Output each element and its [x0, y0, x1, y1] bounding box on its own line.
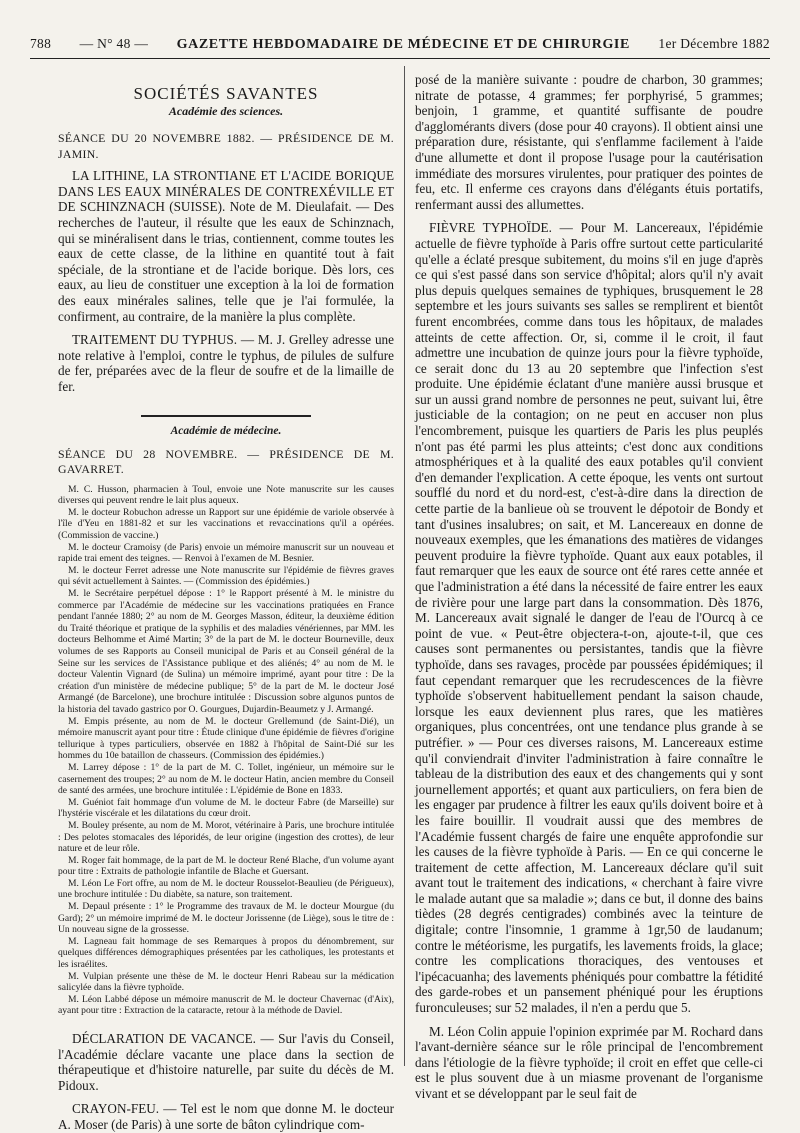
section-rule — [141, 415, 311, 417]
paragraph-crayon-feu: CRAYON-FEU. — Tel est le nom que donne M. le docteur A. Moser (de Paris) à une sorte de bâton cylindrique com- — [58, 1101, 394, 1132]
paragraph-leon-colin: M. Léon Colin appuie l'opinion exprimée par M. Rochard dans l'avant-dernière séance sur le rôle principal de l'encombrement dans l'étiologie de la fièvre typhoïde; il croit en effet que celle-ci est le plus souvent due à un miasme provenant de l'organisme vivant et se développant par le seul fait de — [415, 1023, 763, 1101]
list-item: M. le docteur Ferret adresse une Note manuscrite sur l'épidémie de fièvres graves qui sévit actuellement à Saintes. — (Commission des épidémies.) — [58, 564, 394, 588]
section-subtitle: Académie des sciences. — [168, 104, 284, 118]
right-column — [415, 72, 763, 1101]
list-item: M. Guéniot fait hommage d'un volume de M. le docteur Fabre (de Marseille) sur l'hystérie viscérale et les dilatations du cœur droit. — [58, 796, 394, 820]
seance-heading-sciences: SÉANCE DU 20 NOVEMBRE 1882. — PRÉSIDENCE DE M. JAMIN. — [58, 131, 394, 161]
list-item: M. Roger fait hommage, de la part de M. le docteur René Blache, d'un volume ayant pour titre : Extraits de pathologie infantile de Blache et Guersant. — [58, 854, 394, 878]
correspondence-list — [58, 484, 394, 1017]
list-item: M. Larrey dépose : 1° de la part de M. C. Tollet, ingénieur, un mémoire sur le casernement des troupes; 2° au nom de M. le docteur Hatin, ancien membre du Conseil de santé des armées, une brochure intitulée : L'épidémie de Bone en 1833. — [58, 761, 394, 797]
header-rule — [30, 58, 770, 59]
paragraph-fievre-typhoide: FIÈVRE TYPHOÏDE. — Pour M. Lancereaux, l'épidémie actuelle de fièvre typhoïde à Paris offre surtout cette particularité qu'elle a éclaté presque subitement, du moins s'il en juge d'après ce qui s'est passé dans son service d'hôpital; alors qu'il n'y avait plus depuis quelques semaines de typhiques, brusquement le 28 septembre et les jours suivants ses salles se remplirent et bientôt furent encombrées, comme dans tous les hôpitaux, de malades atteints de cette affection. Or, si, comme il le croit, il faut admettre une incubation de quinze jours pour la fièvre typhoïde, ce serait donc du 13 au 20 septembre que l'infection s'est produite. Une épidémie éclatant d'une manière aussi brusque et sur un aussi grand nombre de personnes ne peut, suivant lui, être justiciable de la contagion; on ne peut en accuser non plus l'encombrement, puisque les quartiers de Paris les plus peuplés n'ont pas été parmi les plus atteints; c'est donc aux conditions atmosphériques et à la qualité des eaux potables qu'il convient d'en demander l'explication. A cette époque, les vents ont surtout soufflé du nord et du nord-est, c'est-à-dire dans la direction de cette partie de la banlieue où se trouvent le dépotoir de Bondy et tant d'usines insalubres; on sait, et M. Lancereaux en donne de nouveaux exemples, que les émanations des matières de vidanges peuvent produire la fièvre typhoïde. Quant aux eaux potables, il faut remarquer que les eaux de source ont été rares cette année et que l'administration a été dans la nécessité de faire entrer les eaux de rivière pour une large part dans la consommation. Dès 1876, M. Lancereaux avait signalé le danger de l'eau de l'Ourcq à ce point de vue. « Peut-être objectera-t-on, ajoute-t-il, que ces causes sont permanentes ou persistantes, tandis que la fièvre typhoïde, dans ses ravages, procède par poussées épidémiques; il faut cependant remarquer que les recrudescences de la fièvre typhoïde s'observent habituellement pendant la saison chaude, lorsque les eaux deviennent plus rares, que les matières organiques, plus concentrées, ont une tendance plus grande à se putréfier. » — Pour ces diverses raisons, M. Lancereaux estime qu'il conviendrait d'inviter l'administration à faire connaître le tableau de la distribution des eaux et des changements qui y sont journellement apportés; et quant aux particuliers, on fera bien de les engager par prudence à filtrer les eaux qu'ils doivent boire et à les faire bouillir. Il voudrait aussi que des membres de l'Académie fussent chargés de faire une enquête approfondie sur les causes de la fièvre typhoïde à Paris. — En ce qui concerne le traitement de cette affection, M. Lancereaux déclare qu'il suit avant tout le traitement des indications, « cherchant à faire vivre le malade autant que sa maladie »; dans ce but, il donne des bains tièdes (28 degrés centigrades) combinés avec la teinture de digitale; contre l'insomnie, 1 gramme à 1gr,50 de laudanum; contre le météorisme, les purgatifs, les lavements froids, la glace; contre les complications thoraciques, des ventouses et l'ipécacuanha; des lavements phéniqués pour combattre la fétidité des garde-robes et un pansement phéniqué pour les éruptions furonculeuses; sur 52 malades, il n'en a perdu que 5. — [415, 220, 763, 1016]
list-item: M. C. Husson, pharmacien à Toul, envoie une Note manuscrite sur les causes diverses qui peuvent rendre le lait plus aqueux. — [58, 483, 394, 507]
list-item: M. le Secrétaire perpétuel dépose : 1° le Rapport présenté à M. le ministre du commerce par l'Académie de médecine sur les vaccinations pratiquées en France pendant l'année 1880; 2° au nom de M. Georges Masson, éditeur, la deuxième édition du Traité théorique et pratique de la syphilis et des maladies vénériennes, par MM. les docteurs Belhomme et Aimé Martin; 3° de la part de M. le docteur Bourneville, deux volumes de ses Rapports au Conseil municipal de Paris et au Conseil général de la Seine sur les services de l'Assistance publique et des aliénés; 4° au nom de M. le docteur Valentin Vignard (de Sulina) un mémoire imprimé, ayant pour titre : De la création d'un ministère de médecine publique; 5° de la part de M. le docteur José Armangé (de Barcelone), une brochure intitulée : Discussion sobre algunos puntos de la historia del tavado gastrico por O. Gourgues, Dujardin-Beaumetz y J. Armangé. — [58, 588, 394, 715]
journal-title: GAZETTE HEBDOMADAIRE DE MÉDECINE ET DE CHIRURGIE — [176, 37, 630, 52]
list-item: M. le docteur Cramoisy (de Paris) envoie un mémoire manuscrit sur un nouveau et rapide trai ement des teignes. — Renvoi à l'examen de M. Besnier. — [58, 541, 394, 565]
left-column — [58, 72, 394, 1132]
list-item: M. Empis présente, au nom de M. le docteur Grellemund (de Saint-Dié), un mémoire manuscrit ayant pour titre : Étude clinique d'une épidémie de fièvres d'origine tellurique à types particuliers, observée en 1882 à l'hôpital de Saint-Dié sur les hommes du 10e bataillon de chasseurs. (Commission des épidémies.) — [58, 715, 394, 762]
list-item: M. Léon Le Fort offre, au nom de M. le docteur Rousselot-Beaulieu (de Périgueux), une brochure intitulée : Du diabète, sa nature, son traitement. — [58, 877, 394, 901]
list-item: M. Bouley présente, au nom de M. Morot, vétérinaire à Paris, une brochure intitulée : Des pelotes stomacales des léporidés, de leur origine (ingestion des crottes), de leur nature et de leur rôle. — [58, 819, 394, 855]
paragraph-typhus: TRAITEMENT DU TYPHUS. — M. J. Grelley adresse une note relative à l'emploi, contre le typhus, de pilules de sulfure de fer, préparées avec de la fleur de soufre et de la limaille de fer. — [58, 332, 394, 394]
academy-title: Académie de médecine. — [170, 424, 282, 437]
list-item: M. Vulpian présente une thèse de M. le docteur Henri Rabeau sur la médication salicylée dans la fièvre typhoïde. — [58, 970, 394, 994]
seance-heading-medecine: SÉANCE DU 28 NOVEMBRE. — PRÉSIDENCE DE M. GAVARRET. — [58, 446, 394, 477]
column-divider — [404, 66, 405, 1066]
list-item: M. Léon Labbé dépose un mémoire manuscrit de M. le docteur Chavernac (d'Aix), ayant pour titre : Extraction de la cataracte, retour à la méthode de Daviel. — [58, 993, 394, 1017]
running-header — [30, 36, 770, 58]
issue-date: 1er Décembre 1882 — [658, 36, 770, 51]
list-item: M. le docteur Robuchon adresse un Rapport sur une épidémie de variole observée à l'île d'Yeu en 1881-82 et sur les vaccinations et revaccinations qu'il a opérées. (Commission de vaccine.) — [58, 506, 394, 542]
list-item: M. Lagneau fait hommage de ses Remarques à propos du dénombrement, sur quelques différences démographiques présentées par les catholiques, les protestants et les israélites. — [58, 935, 394, 971]
section-title: SOCIÉTÉS SAVANTES — [133, 84, 319, 103]
issue-number: — N° 48 — — [79, 36, 149, 51]
list-item: M. Depaul présente : 1° le Programme des travaux de M. le docteur Mourgue (du Gard); 2° un mémoire imprimé de M. le docteur Jorissenne (de Liège), sous le titre de : Un nouveau signe de la grossesse. — [58, 901, 394, 936]
page-number: 788 — [30, 36, 52, 51]
paragraph-vacance: DÉCLARATION DE VACANCE. — Sur l'avis du Conseil, l'Académie déclare vacante une place dans la section de thérapeutique et d'histoire naturelle, par suite du décès de M. Pidoux. — [58, 1031, 394, 1093]
paragraph-lithine: LA LITHINE, LA STRONTIANE ET L'ACIDE BORIQUE DANS LES EAUX MINÉRALES DE CONTREXÉVILLE ET DE SCHINZNACH (SUISSE). Note de M. Dieulafait. — Des recherches de l'auteur, il résulte que les eaux de Schinznach, qui se minéralisent dans le trias, contiennent, comme toutes les eaux de cette classe, de la lithine en quantité tout à fait spéciale, de la strontiane et de l'acide borique. Dès lors, ces eaux, au lieu de constituer une exception à la loi de formation des eaux minérales salines, telle que je l'ai formulée, la confirment, au contraire, de la manière la plus complète. — [58, 168, 394, 324]
paragraph-crayon-continued: posé de la manière suivante : poudre de charbon, 30 grammes; nitrate de potasse, 4 grammes; fer porphyrisé, 5 grammes; benjoin, 1 gramme, et quantité suffisante de poudre d'agglomérants divers (dose pour 40 crayons). Il obtient ainsi une préparation dure, résistante, qui s'enflamme facilement à l'aide d'une allumette et dont il propose l'usage pour la cautérisation immédiate des morsures virulentes, pour pratiquer des pointes de feu, etc. Il enferme ces crayons dans d'élégants étuis portatifs, renfermant aussi des allumettes. — [415, 72, 763, 212]
